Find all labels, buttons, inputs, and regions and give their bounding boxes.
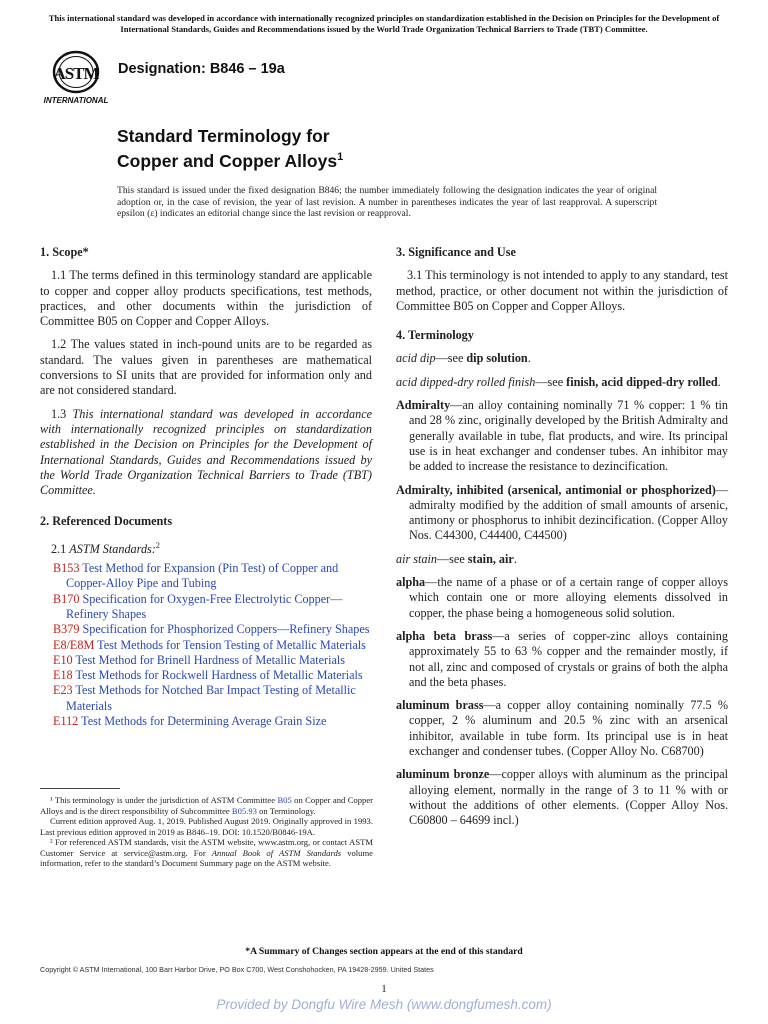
term-word: aluminum bronze [396,767,490,782]
provided-by-watermark: Provided by Dongfu Wire Mesh (www.dongfumesh.com) [216,997,552,1012]
term-definition: —see [435,351,467,366]
footnote-2-text-b: volume information, refer to the standard’s Document Summary page on the ASTM website. [40,847,373,868]
term-aluminum-bronze [396,767,728,828]
scope-1-1: 1.1 The terms defined in this terminology standard are applicable to copper and copper alloy products specifications, test methods, practices, and other documents within the jurisdiction of Committee B05 on Copper and Copper Alloys. [40,268,372,329]
title-line-2-text: Copper and Copper Alloys [117,150,338,171]
significance-heading: 3. Significance and Use [396,245,516,259]
refs-intro-number: 2.1 [51,541,70,556]
link-b05-93[interactable]: B05.93 [231,805,257,816]
term-see-reference[interactable]: dip solution [466,351,528,366]
reference-title[interactable]: Specification for Phosphorized Coppers—Refinery Shapes [82,622,370,637]
reference-title[interactable]: Test Methods for Rockwell Hardness of Metallic Materials [75,668,363,683]
footnote-1-text-a: ¹ This terminology is under the jurisdiction of ASTM Committee [50,795,278,805]
footnote-1-text-b: on Copper and Copper Alloys and is the direct responsibility of Subcommittee [40,795,373,816]
link-b05[interactable]: B05 [277,795,292,805]
reference-code[interactable]: B379 [53,622,80,637]
reference-title[interactable]: Test Methods for Tension Testing of Metallic Materials [97,637,366,652]
reference-item-b153[interactable] [53,561,372,592]
footnote-2-text-a: ² For referenced ASTM standards, visit the ASTM website, www.astm.org, or contact ASTM Customer Service at service@astm.org. For [40,837,373,858]
term-acid-dipped-dry-rolled-finish [396,375,728,390]
footnote-divider [40,788,120,789]
scope-1-3-number: 1.3 [51,406,73,421]
scope-1-3 [40,407,372,499]
terminology-heading: 4. Terminology [396,328,474,343]
reference-item-e8[interactable] [53,638,372,653]
refs-footnote-mark: 2 [155,540,160,550]
term-word: Admiralty, inhibited (arsenical, antimonial or phosphorized) [396,482,716,497]
term-word: Admiralty [396,398,451,413]
term-end: . [717,374,721,389]
reference-title[interactable]: Specification for Oxygen-Free Electrolytic Copper—Refinery Shapes [66,591,343,621]
term-aluminum-brass [396,698,728,759]
term-definition: —the name of a phase or of a certain range of copper alloys which contain one or more alloying elements dissolved in copper, the phase being a homogeneous solid solution. [409,575,728,620]
reference-code[interactable]: B153 [53,561,80,576]
reference-item-e23[interactable] [53,683,372,714]
footnote-1 [40,795,373,816]
significance-3-1: 3.1 This terminology is not intended to apply to any standard, test method, practice, or other document not within the jurisdiction of Committee B05 on Copper and Copper Alloys. [396,268,728,313]
footnote-edition: Current edition approved Aug. 1, 2019. Published August 2019. Originally approved in 1993. Last previous edition approved in 2019 as B846–19. DOI: 10.1520/B0846-19A. [40,816,373,837]
refs-heading: 2. Referenced Documents [40,514,173,529]
reference-title[interactable]: Test Method for Brinell Hardness of Metallic Materials [75,652,346,667]
footnotes [40,795,373,869]
term-alpha [396,575,728,621]
reference-code[interactable]: E112 [53,714,79,729]
term-end: . [513,551,517,566]
footnote-1-text-c: on Terminology. [256,805,316,816]
designation-abstract: This standard is issued under the fixed designation B846; the number immediately following the designation indicates the year of original adoption or, in the case of revision, the year of last revision. A number in parentheses indicates the year of last reapproval. A superscript epsilon (ε) indicates an editorial change since the last revision or reapproval. [117,185,657,220]
term-word: acid dip [396,351,436,366]
term-see-reference[interactable]: finish, acid dipped-dry rolled [566,374,718,389]
reference-code[interactable]: B170 [53,591,80,606]
term-word: air stain [396,551,437,566]
term-definition: —copper alloys with aluminum as the principal alloying element, normally in the range of 3 to 11 % with or without the additions of other elements. (Copper Alloy Nos. C60800 – 64699 incl.) [409,767,728,828]
right-column [396,245,728,837]
scope-1-3-text: This international standard was developed in accordance with internationally recognized principles on standardization established in the Decision on Principles for the Development of International Standards, Guides and Recommendations issued by the World Trade Organization Technical Barriers to Trade (TBT) Committee. [40,406,373,498]
term-acid-dip [396,351,728,366]
reference-item-b379[interactable] [53,622,372,637]
title-line-2 [117,147,343,172]
term-end: . [527,351,531,366]
term-definition: —see [535,374,567,389]
scope-1-2: 1.2 The values stated in inch-pound units are to be regarded as standard. The values given in parentheses are mathematical conversions to SI units that are provided for information only and are not considered standard. [40,337,372,398]
reference-item-e18[interactable] [53,668,372,683]
reference-item-e112[interactable] [53,714,372,729]
term-alpha-beta-brass [396,629,728,690]
reference-code[interactable]: E8/E8M [53,637,95,652]
title-line-1: Standard Terminology for [117,126,330,146]
tbt-notice: This international standard was developed in accordance with internationally recognized principles on standardization established in the Decision on Principles for the Development of International Standards, Guides and Recommendations issued by the World Trade Organization Technical Barriers to Trade (TBT) Committee. [48,13,720,34]
scope-heading: 1. Scope* [40,245,89,259]
reference-item-b170[interactable] [53,592,372,623]
refs-intro-text: ASTM Standards: [69,541,156,556]
reference-title[interactable]: Test Methods for Notched Bar Impact Testing of Metallic Materials [66,683,356,713]
designation: Designation: B846 – 19a [118,61,285,77]
footnote-2-italic: Annual Book of ASTM Standards [211,847,342,858]
reference-code[interactable]: E18 [53,668,73,683]
term-word: aluminum brass [396,698,484,713]
reference-code[interactable]: E23 [53,683,73,698]
term-see-reference[interactable]: stain, air [467,551,514,566]
astm-logo-letters: ASTM [53,64,99,83]
page-number: 1 [381,983,387,995]
term-word: alpha beta brass [396,628,493,643]
astm-logo [40,50,112,106]
term-admiralty-inhibited [396,483,728,544]
refs-intro [40,538,372,557]
astm-logo-wordmark: INTERNATIONAL [43,96,109,105]
reference-code[interactable]: E10 [53,652,73,667]
left-column [40,245,372,729]
term-air-stain [396,552,728,567]
term-admiralty [396,398,728,474]
term-word: acid dipped-dry rolled finish [396,374,536,389]
reference-item-e10[interactable] [53,653,372,668]
term-definition: —a series of copper-zinc alloys containing approximately 55 to 63 % copper and the remainder mostly, if not all, zinc and composed of crystals or grains of both the alpha and the beta phases. [409,628,728,689]
footnote-2 [40,837,373,869]
term-definition: —a copper alloy containing nominally 77.5 % copper, 2 % aluminum and 20.5 % zinc with an arsenical inhibitor, available in tube form. Its principal use is in heat exchanger and condenser tubes. (Copper Alloy No. C68700) [409,698,728,759]
reference-title[interactable]: Test Method for Expansion (Pin Test) of Copper and Copper-Alloy Pipe and Tubing [66,561,339,591]
summary-note: *A Summary of Changes section appears at the end of this standard [245,946,523,957]
copyright: Copyright © ASTM International, 100 Barr Harbor Drive, PO Box C700, West Conshohocken, PA 19428-2959. United States [40,965,434,974]
term-definition: —an alloy containing nominally 71 % copper: 1 % tin and 28 % zinc, originally developed by the British Admiralty and generally available in tube, flat products, and wire. Its principal use is in heat exchanger and condenser tubes. An inhibitor may be added to increase the resistance to dezincification. [409,398,728,474]
term-definition: —see [436,551,468,566]
reference-title[interactable]: Test Methods for Determining Average Grain Size [81,714,327,729]
document-title [117,126,343,172]
term-word: alpha [396,575,426,590]
title-footnote-mark: 1 [337,151,344,163]
term-definition: —admiralty modified by the addition of small amounts of arsenic, antimony or phosphorus to inhibit dezincification. (Copper Alloy Nos. C44300, C44400, C44500) [409,482,728,543]
